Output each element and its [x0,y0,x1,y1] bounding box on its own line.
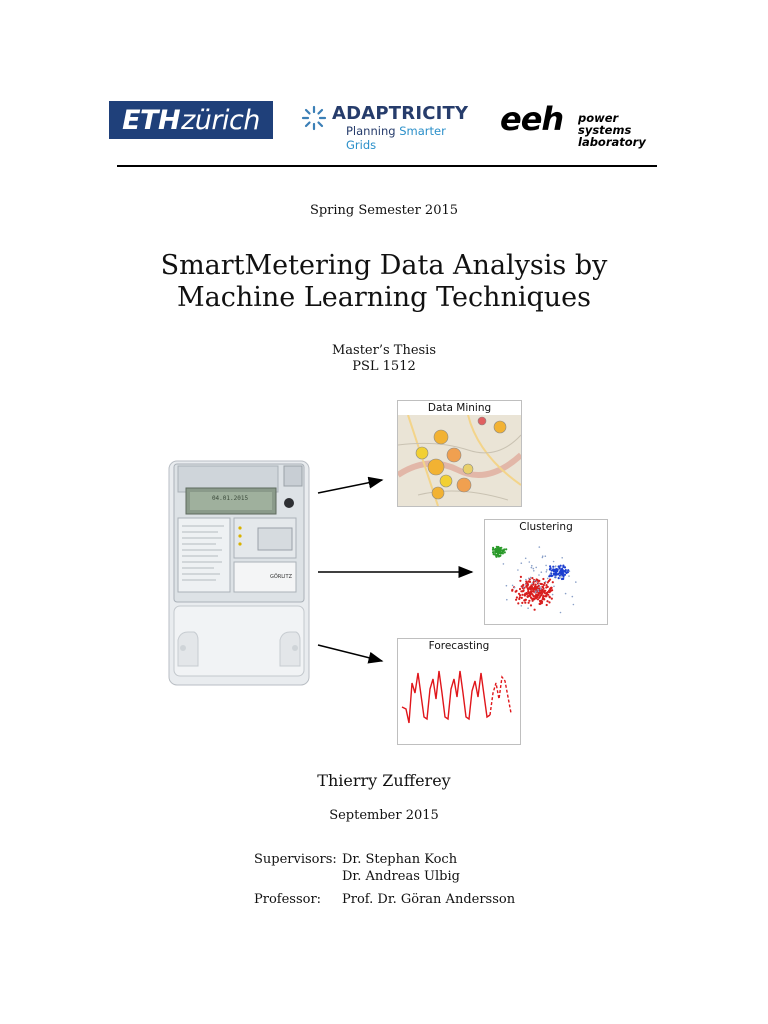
smart-meter-image [168,460,310,686]
scatter-point [534,580,536,582]
scatter-point [543,584,545,586]
data-mining-map [398,415,521,506]
eeh-subtitle [578,112,670,148]
scatter-point [531,567,533,569]
thesis-code: PSL 1512 [352,359,416,374]
scatter-point [527,607,529,609]
scatter-point [573,604,575,606]
scatter-point [546,600,548,602]
professor-label: Professor: [254,892,322,907]
scatter-point [569,570,571,572]
scatter-point [555,566,557,568]
eeh-wordmark: eeh [500,100,564,138]
scatter-point [512,585,514,587]
eeh-subtitle-line2: laboratory [578,135,646,149]
clustering-title: Clustering [519,521,573,533]
scatter-point [515,599,517,601]
eeh-logo [500,100,670,149]
scatter-point [525,579,527,581]
arrow-to-forecasting [318,645,382,661]
scatter-point [541,589,543,591]
scatter-point [539,600,541,602]
arrow-to-data-mining [318,480,382,493]
forecast-history-line [402,671,490,723]
scatter-point [557,568,559,570]
scatter-point [530,604,532,606]
scatter-point [547,578,549,580]
scatter-point [542,597,544,599]
scatter-point [558,566,560,568]
scatter-point [518,593,520,595]
scatter-point [536,578,538,580]
title-line-2: Machine Learning Techniques [177,282,591,313]
scatter-point [506,585,508,587]
scatter-point [568,575,570,577]
scatter-point [515,591,517,593]
scatter-point [539,546,541,548]
scatter-point [544,590,546,592]
scatter-point [545,581,547,583]
scatter-point [541,583,543,585]
scatter-point [562,571,564,573]
scatter-point [527,596,529,598]
scatter-point [531,590,533,592]
scatter-point [499,551,501,553]
scatter-point [564,566,566,568]
scatter-point [521,594,523,596]
scatter-point [549,596,551,598]
scatter-point [553,573,555,575]
scatter-point [492,551,494,553]
scatter-point [555,573,557,575]
scatter-point [532,600,534,602]
data-mining-title: Data Mining [427,402,492,414]
adaptricity-tagline-highlight: Smarter Grids [346,124,446,152]
scatter-point [528,602,530,604]
scatter-point [541,593,543,595]
scatter-point [561,575,563,577]
scatter-point [538,591,540,593]
scatter-point [542,578,544,580]
scatter-point [503,563,505,565]
scatter-point [531,583,533,585]
scatter-point [553,561,555,563]
scatter-point [555,576,557,578]
scatter-point [553,586,555,588]
adaptricity-tagline-prefix: Planning [346,124,400,138]
eeh-subtitle-line1: power systems [578,111,632,137]
scatter-point [528,600,530,602]
scatter-point [524,602,526,604]
scatter-point [506,599,508,601]
forecast-prediction-line [490,677,511,715]
scatter-point [530,577,532,579]
scatter-point [525,584,527,586]
scatter-point [539,586,541,588]
eth-logo-rest: zürich [181,104,260,136]
scatter-point [533,570,535,572]
scatter-point [531,577,533,579]
thesis-type-block [0,343,768,375]
scatter-point [523,589,525,591]
scatter-point [538,580,540,582]
adaptricity-emblem-icon [300,104,328,132]
scatter-point [535,592,537,594]
scatter-point [540,588,542,590]
scatter-point [524,599,526,601]
scatter-point [537,589,539,591]
scatter-point [549,565,551,567]
scatter-point [575,581,577,583]
scatter-point [519,588,521,590]
meter-display-text: 04.01.2015 [211,495,249,502]
scatter-point [520,576,522,578]
scatter-point [546,571,548,573]
scatter-point [565,572,567,574]
scatter-point [517,602,519,604]
scatter-point [545,565,547,567]
supervisor-2: Dr. Andreas Ulbig [342,869,460,884]
forecasting-plot [398,653,520,744]
scatter-point [511,590,513,592]
meter-brand-label: GÖRLITZ [269,574,292,580]
scatter-point [565,569,567,571]
scatter-point [505,548,507,550]
supervisors-label: Supervisors: [254,852,337,867]
scatter-point [551,598,553,600]
scatter-point [528,578,530,580]
scatter-point [521,605,523,607]
submission-date: September 2015 [329,808,439,823]
scatter-point [562,565,564,567]
scatter-point [564,574,566,576]
scatter-point [499,549,501,551]
scatter-point [538,583,540,585]
scatter-point [551,569,553,571]
scatter-point [525,581,527,583]
scatter-point [554,570,556,572]
scatter-point [561,557,563,559]
scatter-point [518,598,520,600]
clustering-scatter [485,534,607,624]
scatter-point [552,594,554,596]
scatter-point [503,548,505,550]
scatter-point [544,592,546,594]
scatter-point [560,565,562,567]
scatter-point [562,578,564,580]
scatter-point [529,581,531,583]
scatter-point [535,567,537,569]
supervisors-list [342,851,460,885]
scatter-point [521,602,523,604]
scatter-point [496,548,498,550]
scatter-point [538,574,540,576]
scatter-point [533,588,535,590]
scatter-point [545,584,547,586]
scatter-point [560,577,562,579]
forecasting-panel [397,638,521,745]
scatter-point [535,586,537,588]
scatter-point [547,594,549,596]
scatter-point [517,569,519,571]
forecasting-title: Forecasting [428,640,490,652]
scatter-point [521,562,523,564]
scatter-point [542,557,544,559]
scatter-point [552,581,554,583]
scatter-point [516,596,518,598]
scatter-point [500,547,502,549]
scatter-point [572,596,574,598]
scatter-point [531,565,533,567]
thesis-title [0,250,768,314]
scatter-point [561,568,563,570]
scatter-point [559,572,561,574]
scatter-point [552,566,554,568]
adaptricity-tagline [346,124,470,152]
scatter-point [551,587,553,589]
scatter-point [545,555,547,557]
scatter-point [521,597,523,599]
supervisor-1: Dr. Stephan Koch [342,852,458,867]
scatter-point [550,590,552,592]
scatter-point [535,584,537,586]
scatter-point [558,577,560,579]
scatter-point [514,587,516,589]
adaptricity-wordmark: ADAPTRICITY [332,103,469,124]
scatter-point [533,568,535,570]
clustering-panel [484,519,608,625]
author: Thierry Zufferey [317,771,451,790]
scatter-point [530,584,532,586]
supervision-block [254,851,515,908]
scatter-point [523,586,525,588]
scatter-point [535,595,537,597]
scatter-point [519,580,521,582]
thesis-type: Master’s Thesis [331,343,437,358]
title-line-1: SmartMetering Data Analysis by [160,250,608,281]
scatter-point [541,602,543,604]
scatter-point [550,573,552,575]
smart-meter-illustration [168,460,310,686]
supervisors-row [254,851,515,885]
scatter-point [549,579,551,581]
scatter-point [541,571,543,573]
scatter-point [498,555,500,557]
scatter-point [525,558,527,560]
scatter-point [560,612,562,614]
scatter-point [494,550,496,552]
scatter-point [529,561,531,563]
professor-name: Prof. Dr. Göran Andersson [342,892,516,907]
scatter-point [545,586,547,588]
scatter-point [537,598,539,600]
data-mining-panel [397,400,522,507]
scatter-point [546,604,548,606]
professor-row [254,891,515,908]
scatter-point [537,595,539,597]
header-rule [117,165,657,167]
scatter-point [525,585,527,587]
scatter-point [538,593,540,595]
eth-logo-bold: ETH [122,104,181,136]
adaptricity-logo [300,103,470,152]
scatter-point [546,569,548,571]
semester: Spring Semester 2015 [309,203,459,218]
scatter-point [536,581,538,583]
scatter-point [502,552,504,554]
eth-zurich-logo [109,101,273,139]
scatter-point [565,593,567,595]
scatter-point [495,554,497,556]
scatter-point [524,594,526,596]
scatter-point [534,609,536,611]
scatter-point [548,601,550,603]
scatter-point [557,573,559,575]
